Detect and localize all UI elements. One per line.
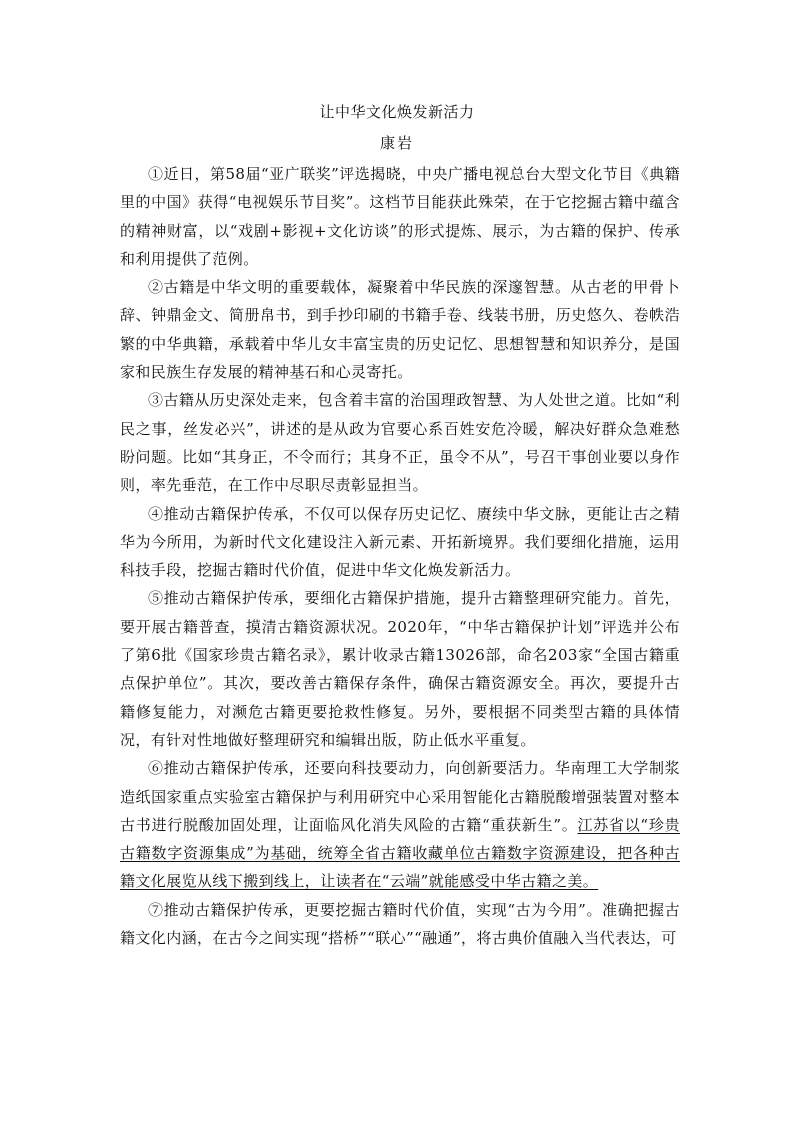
paragraph-5: ⑤推动古籍保护传承，要细化古籍保护措施，提升古籍整理研究能力。首先，要开展古籍普查，摸清古籍资源状况。2020年，“中华古籍保护计划”评选并公布了第6批《国家珍贵古籍名录》，累计收录古籍13026部，命名203家“全国古籍重点保护单位”。其次，要改善古籍保存条件，确保古籍资源安全。再次，要提升古籍修复能力，对濒危古籍更要抢救性修复。另外，要根据不同类型古籍的具体情况，有针对性地做好整理研究和编辑出版，防止低水平重复。 [120,589,680,749]
paragraph-7: ⑦推动古籍保护传承，更要挖掘古籍时代价值，实现“古为今用”。准确把握古籍文化内涵，在古今之间实现“搭桥”“联心”“融通”，将古典价值融入当代表达，可 [120,900,680,948]
article-title: 让中华文化焕发新活力 [319,103,475,121]
paragraph-6-underlined-text: 江苏省以“珍贵古籍数字资源集成”为基础，统筹全省古籍收藏单位古籍数字资源建设，把各种古籍文化展览从线下搬到线上，让读者在“云端”就能感受中华古籍之美。 [120,815,680,891]
paragraph-4: ④推动古籍保护传承，不仅可以保存历史记忆、赓续中华文脉，更能让古之精华为今所用，为新时代文化建设注入新元素、开拓新境界。我们要细化措施，运用科技手段，挖掘古籍时代价值，促进中华文化焕发新活力。 [120,504,680,580]
paragraph-1: ①近日，第58届“亚广联奖”评选揭晓，中央广播电视总台大型文化节目《典籍里的中国》获得“电视娱乐节目奖”。这档节目能获此殊荣，在于它挖掘古籍中蕴含的精神财富，以“戏剧+影视+文化访谈”的形式提炼、展示，为古籍的保护、传承和利用提供了范例。 [120,165,680,268]
paragraph-6 [120,754,680,895]
paragraph-2: ②古籍是中华文明的重要载体，凝聚着中华民族的深邃智慧。从古老的甲骨卜辞、钟鼎金文、简册帛书，到手抄印刷的书籍手卷、线装书册，历史悠久、卷帙浩繁的中华典籍，承载着中华儿女丰富宝贵的历史记忆、思想智慧和知识养分，是国家和民族生存发展的精神基石和心灵寄托。 [120,278,680,382]
paragraph-6-text: ⑥推动古籍保护传承，还要向科技要动力，向创新要活力。华南理工大学制浆造纸国家重点实验室古籍保护与利用研究中心采用智能化古籍脱酸增强装置对整本古书进行脱酸加固处理，让面临风化消失风险的古籍“重获新生”。 [120,759,680,834]
article-author: 康岩 [379,134,414,152]
article-body [120,160,680,952]
paragraph-3: ③古籍从历史深处走来，包含着丰富的治国理政智慧、为人处世之道。比如“利民之事，丝发必兴”，讲述的是从政为官要心系百姓安危冷暖，解决好群众急难愁盼问题。比如“其身正，不令而行；其身不正，虽令不从”，号召干事创业要以身作则，率先垂范，在工作中尽职尽责彰显担当。 [120,391,680,495]
